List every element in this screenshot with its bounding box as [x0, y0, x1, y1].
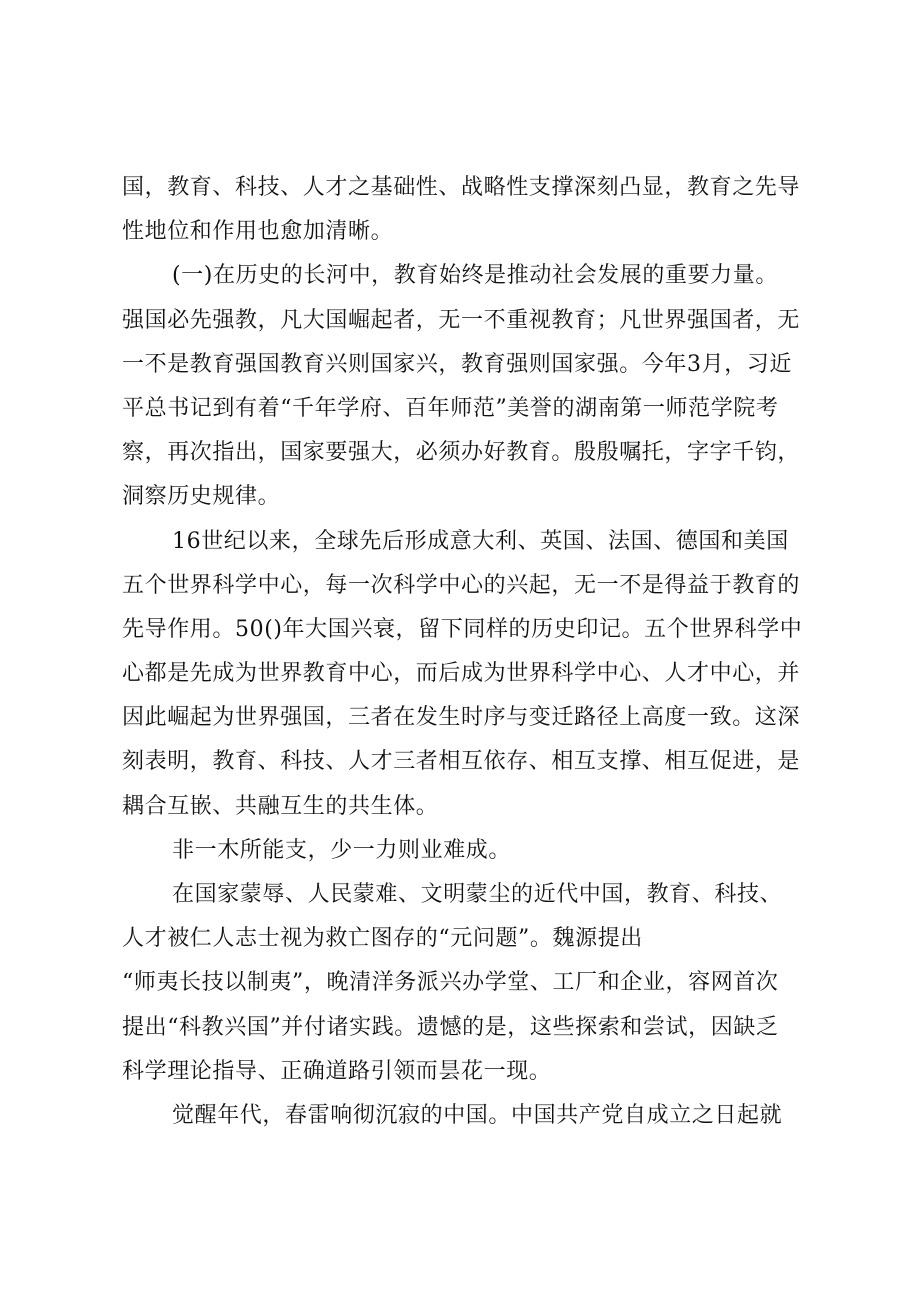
- text-line: 心都是先成为世界教育中心，而后成为世界科学中心、人才中心，并: [122, 661, 801, 687]
- text-line: “师夷长技以制夷”，晚清洋务派兴办学堂、工厂和企业，容网首次: [122, 970, 779, 996]
- text-line: 非一木所能支，少一力则业难成。: [172, 837, 512, 863]
- paragraph-2: [122, 254, 812, 519]
- text-line: 人才被仁人志士视为救亡图存的“元问题”。魏源提出: [122, 926, 643, 952]
- paragraph-6: [122, 1094, 812, 1138]
- text-line: 国，教育、科技、人才之基础性、战略性支撑深刻凸显，教育之先导: [122, 175, 801, 200]
- text-line: 耦合互嵌、共融互生的共生体。: [122, 793, 439, 819]
- text-line: 刻表明，教育、科技、人才三者相互依存、相互支撑、相互促进，是: [122, 749, 801, 775]
- text-line: 16世纪以来，全球先后形成意大利、英国、法国、德国和美国: [172, 528, 789, 554]
- text-line: 一不是教育强国教育兴则国家兴，教育强则国家强。今年3月，习近: [122, 351, 792, 377]
- paragraph-5: [122, 873, 812, 1094]
- text-line: 提出“科教兴国”并付诸实践。遗憾的是，这些探索和尝试，因缺乏: [122, 1014, 779, 1040]
- paragraph-4: [122, 829, 812, 873]
- paragraph-3: [122, 520, 812, 829]
- text-line: 在国家蒙辱、人民蒙难、文明蒙尘的近代中国，教育、科技、: [172, 882, 783, 907]
- text-line: 觉醒年代，春雷响彻沉寂的中国。中国共产党自成立之日起就: [172, 1102, 783, 1128]
- text-line: 洞察历史规律。: [122, 484, 281, 510]
- text-line: 先导作用。50()年大国兴衰，留下同样的历史印记。五个世界科学中: [122, 616, 803, 642]
- text-line: (一)在历史的长河中，教育始终是推动社会发展的重要力量。: [172, 263, 778, 289]
- text-line: 平总书记到有着“千年学府、百年师范”美誉的湖南第一师范学院考: [122, 395, 779, 421]
- text-line: 性地位和作用也愈加清晰。: [122, 219, 394, 245]
- text-line: 察，再次指出，国家要强大，必须办好教育。殷殷嘱托，字字千钧，: [122, 440, 801, 466]
- text-line: 五个世界科学中心，每一次科学中心的兴起，无一不是得益于教育的: [122, 572, 801, 598]
- text-line: 因此崛起为世界强国，三者在发生时序与变迁路径上高度一致。这深: [122, 705, 801, 731]
- paragraph-1: [122, 166, 812, 254]
- text-line: 科学理论指导、正确道路引领而昙花一现。: [122, 1058, 552, 1084]
- text-line: 强国必先强教，凡大国崛起者，无一不重视教育；凡世界强国者，无: [122, 307, 801, 333]
- document-body: [122, 166, 812, 1138]
